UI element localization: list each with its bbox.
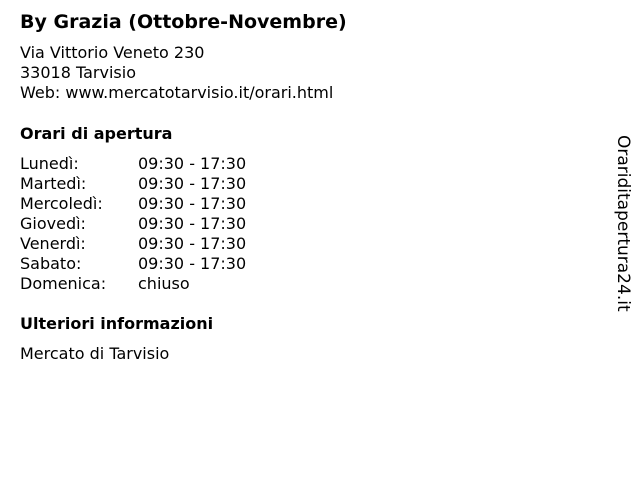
page-title: By Grazia (Ottobre-Novembre) [20,11,347,33]
site-watermark: Orariditapertura24.it [613,135,633,312]
city: 33018 Tarvisio [20,63,136,82]
hours-row-friday [20,234,320,254]
hours-row-wednesday [20,194,320,214]
additional-info-heading: Ulteriori informazioni [20,314,214,333]
hours-row-sunday [20,274,320,294]
additional-info-text: Mercato di Tarvisio [20,344,170,363]
time-value: 09:30 - 17:30 [138,234,247,253]
hours-row-tuesday [20,174,320,194]
time-value: 09:30 - 17:30 [138,154,247,173]
day-label: Mercoledì: [20,194,103,213]
hours-row-thursday [20,214,320,234]
time-value: chiuso [138,274,190,293]
day-label: Domenica: [20,274,107,293]
street-address: Via Vittorio Veneto 230 [20,43,205,62]
time-value: 09:30 - 17:30 [138,254,247,273]
address-block [20,43,333,103]
hours-row-saturday [20,254,320,274]
website-link[interactable]: Web: www.mercatotarvisio.it/orari.html [20,83,334,102]
time-value: 09:30 - 17:30 [138,194,247,213]
day-label: Lunedì: [20,154,79,173]
time-value: 09:30 - 17:30 [138,214,247,233]
time-value: 09:30 - 17:30 [138,174,247,193]
opening-hours-heading: Orari di apertura [20,124,173,143]
hours-row-monday [20,154,320,174]
day-label: Martedì: [20,174,87,193]
day-label: Giovedì: [20,214,86,233]
opening-hours-list [20,154,320,294]
day-label: Venerdì: [20,234,86,253]
day-label: Sabato: [20,254,82,273]
